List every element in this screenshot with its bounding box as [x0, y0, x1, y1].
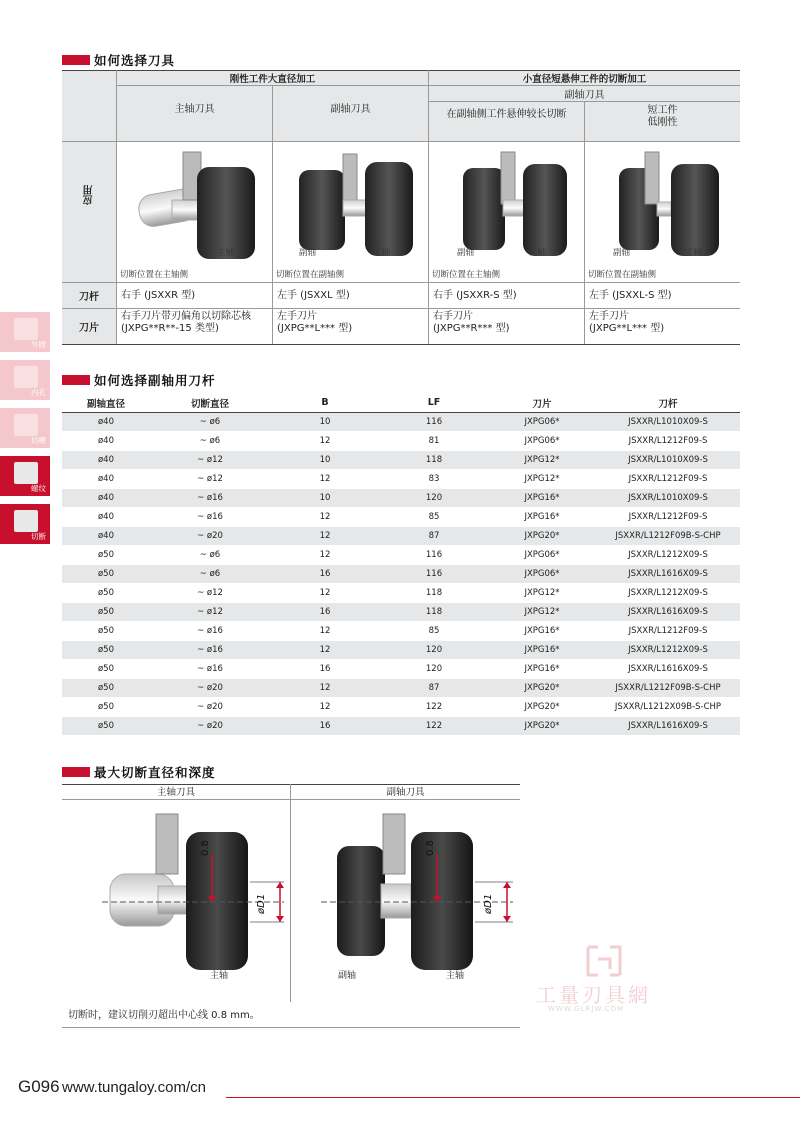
- table-cell: ø40: [62, 412, 150, 431]
- table-row: [62, 450, 740, 469]
- label-sub-spindle: 副轴: [613, 248, 631, 258]
- table-cell: 12: [270, 469, 380, 488]
- dim-depth-main: 0.8: [200, 840, 211, 856]
- table-cell: JSXXR/L1616X09-S: [596, 716, 740, 735]
- table-cell: JXPG12*: [488, 469, 596, 488]
- table-cell: ø40: [62, 469, 150, 488]
- sidenav-internal[interactable]: 内孔: [0, 360, 50, 400]
- page-number: G096: [18, 1077, 60, 1096]
- table-cell: 12: [270, 640, 380, 659]
- table-cell: 16: [270, 602, 380, 621]
- table-cell: ø40: [62, 431, 150, 450]
- header-lf: LF: [380, 394, 488, 412]
- table-cell: ~ ø16: [150, 507, 270, 526]
- table-cell: 12: [270, 545, 380, 564]
- sidenav-grooving[interactable]: 切槽: [0, 408, 50, 448]
- table-cell: JSXXR/L1616X09-S: [596, 564, 740, 583]
- table-cell: 12: [270, 697, 380, 716]
- table-cell: ø40: [62, 507, 150, 526]
- label-sub-spindle: 副轴: [338, 971, 357, 981]
- label-main-spindle: 主轴: [529, 248, 547, 258]
- watermark-url: WWW.GLRJW.COM: [548, 1005, 625, 1013]
- table-cell: 116: [380, 545, 488, 564]
- table-cell: 120: [380, 488, 488, 507]
- label-main-spindle: 主轴: [210, 971, 229, 981]
- table-cell: ø50: [62, 640, 150, 659]
- table-cell: 116: [380, 564, 488, 583]
- table-row: [62, 621, 740, 640]
- table-header-row: [62, 394, 740, 412]
- table-cell: ø40: [62, 488, 150, 507]
- table-cell: JSXXR/L1212X09-S: [596, 583, 740, 602]
- illustration-main-spindle-tool: [117, 142, 273, 283]
- table-cell: 87: [380, 526, 488, 545]
- table-cell: ~ ø12: [150, 469, 270, 488]
- illustration-sub-spindle-tool: [273, 142, 429, 283]
- table-cell: 12: [270, 507, 380, 526]
- table-cell: ~ ø12: [150, 583, 270, 602]
- table-row: [62, 583, 740, 602]
- table-cell: ~ ø12: [150, 602, 270, 621]
- holder-main-spindle: 右手 (JSXXR 型): [117, 283, 273, 309]
- label-main-spindle: 主轴: [217, 248, 235, 258]
- table-row: [62, 659, 740, 678]
- table-cell: JSXXR/L1010X09-S: [596, 412, 740, 431]
- sub-spindle-holder-table: [62, 394, 740, 736]
- header-b: B: [270, 394, 380, 412]
- table-cell: ~ ø6: [150, 545, 270, 564]
- turning-icon: [14, 318, 38, 340]
- table-cell: JSXXR/L1212F09-S: [596, 621, 740, 640]
- insert-row-header: 刀片: [62, 309, 117, 345]
- table-cell: ~ ø16: [150, 640, 270, 659]
- label-main-spindle: 主轴: [446, 971, 465, 981]
- table-cell: JSXXR/L1212X09-S: [596, 640, 740, 659]
- table-cell: 120: [380, 640, 488, 659]
- table-cell: 81: [380, 431, 488, 450]
- table-cell: 10: [270, 412, 380, 431]
- table-cell: ~ ø20: [150, 697, 270, 716]
- watermark: [530, 945, 680, 1015]
- table-cell: JSXXR/L1212F09-S: [596, 431, 740, 450]
- table-cell: 16: [270, 659, 380, 678]
- table-cell: ~ ø12: [150, 450, 270, 469]
- dim-depth-sub: 0.8: [425, 840, 436, 856]
- header-sub-spindle-dia: 副轴直径: [62, 394, 150, 412]
- insert-main-spindle: 右手刀片带刃偏角以切除芯核 (JXPG**R**-15 类型): [117, 309, 273, 345]
- table-cell: ~ ø6: [150, 564, 270, 583]
- table-cell: ø50: [62, 564, 150, 583]
- holder-row-header: 刀杆: [62, 283, 117, 309]
- holder-long-overhang: 右手 (JSXXR-S 型): [429, 283, 585, 309]
- table-cell: ø50: [62, 716, 150, 735]
- table-row: [62, 488, 740, 507]
- sub-spindle-cutting-illustration: [273, 142, 428, 282]
- table-cell: 12: [270, 583, 380, 602]
- table-cell: ~ ø6: [150, 412, 270, 431]
- tool-selection-table: [62, 70, 740, 345]
- table-cell: ø50: [62, 659, 150, 678]
- table-row: [62, 412, 740, 431]
- table-cell: JXPG12*: [488, 583, 596, 602]
- long-overhang-illustration: [429, 142, 584, 282]
- grooving-icon: [14, 414, 38, 436]
- section-title-max-cut: [62, 764, 216, 780]
- table-cell: 118: [380, 583, 488, 602]
- header-cut-dia: 切断直径: [150, 394, 270, 412]
- col-header-sub-spindle: 副轴刀具: [273, 86, 429, 142]
- cutting-note: 切断时，建议切削刃超出中心线 0.8 mm。: [68, 1010, 260, 1021]
- table-cell: JSXXR/L1010X09-S: [596, 488, 740, 507]
- table-cell: ~ ø16: [150, 621, 270, 640]
- table-cell: JXPG06*: [488, 431, 596, 450]
- table-cell: 122: [380, 697, 488, 716]
- table-cell: JXPG06*: [488, 564, 596, 583]
- max-cut-diagram-table: [62, 784, 520, 1028]
- table-row: [62, 640, 740, 659]
- table-row: [62, 678, 740, 697]
- image-caption: 切断位置在副轴侧: [276, 270, 345, 280]
- table-cell: JSXXR/L1212F09B-S-CHP: [596, 526, 740, 545]
- table-cell: JSXXR/L1616X09-S: [596, 659, 740, 678]
- illustration-long-overhang: [429, 142, 585, 283]
- sidenav-threading[interactable]: 螺纹: [0, 456, 50, 496]
- table-row: [62, 716, 740, 735]
- illustration-short-workpiece: [585, 142, 741, 283]
- table-cell: ø50: [62, 545, 150, 564]
- col-header-sub-spindle: 副轴刀具: [291, 784, 520, 800]
- table-row: [62, 526, 740, 545]
- table-cell: ~ ø20: [150, 716, 270, 735]
- table-cell: ø50: [62, 583, 150, 602]
- group-header-large-diameter: 刚性工件大直径加工: [117, 71, 429, 86]
- group-header-small-diameter: 小直径短悬伸工件的切断加工: [429, 71, 741, 86]
- table-cell: JXPG20*: [488, 678, 596, 697]
- table-cell: ~ ø20: [150, 678, 270, 697]
- section-marker: [62, 375, 90, 385]
- table-cell: 16: [270, 564, 380, 583]
- table-cell: JXPG06*: [488, 545, 596, 564]
- insert-short-workpiece: 左手刀片 (JXPG**L*** 型): [585, 309, 741, 345]
- footer-url-link[interactable]: www.tungaloy.com/cn: [62, 1079, 206, 1096]
- table-cell: 87: [380, 678, 488, 697]
- table-cell: 85: [380, 621, 488, 640]
- table-cell: 12: [270, 431, 380, 450]
- table-cell: JSXXR/L1212X09B-S-CHP: [596, 697, 740, 716]
- col-header-sub-spindle-tools: 副轴刀具: [429, 86, 741, 102]
- table-cell: 118: [380, 602, 488, 621]
- parting-icon: [14, 510, 38, 532]
- main-spindle-cutting-illustration: [117, 142, 272, 282]
- table-cell: ~ ø16: [150, 488, 270, 507]
- col-header-long-overhang: 在副轴侧工件悬伸较长切断: [429, 102, 585, 142]
- short-workpiece-illustration: [585, 142, 740, 282]
- sidenav-parting[interactable]: 切断: [0, 504, 50, 544]
- table-row: [62, 507, 740, 526]
- table-cell: JXPG16*: [488, 507, 596, 526]
- table-cell: JSXXR/L1212F09-S: [596, 507, 740, 526]
- holder-short-workpiece: 左手 (JSXXL-S 型): [585, 283, 741, 309]
- table-cell: JSXXR/L1212F09B-S-CHP: [596, 678, 740, 697]
- table-cell: 122: [380, 716, 488, 735]
- dim-dia-main: øD1: [256, 893, 267, 914]
- section-title-tool-selection: [62, 52, 175, 68]
- table-row: [62, 431, 740, 450]
- application-label: 应用: [83, 184, 95, 205]
- table-cell: ø50: [62, 678, 150, 697]
- table-cell: 116: [380, 412, 488, 431]
- insert-long-overhang: 右手刀片 (JXPG**R*** 型): [429, 309, 585, 345]
- watermark-logo-icon: [584, 945, 624, 979]
- table-cell: ~ ø20: [150, 526, 270, 545]
- table-row: [62, 697, 740, 716]
- dim-dia-sub: øD1: [483, 893, 494, 914]
- table-cell: JXPG16*: [488, 640, 596, 659]
- table-cell: JXPG20*: [488, 526, 596, 545]
- table-cell: JXPG12*: [488, 602, 596, 621]
- watermark-text: 工量刃具網: [536, 983, 651, 1007]
- boring-icon: [14, 366, 38, 388]
- image-caption: 切断位置在主轴侧: [120, 270, 189, 280]
- label-sub-spindle: 副轴: [457, 248, 475, 258]
- table-cell: ~ ø6: [150, 431, 270, 450]
- table-cell: 16: [270, 716, 380, 735]
- table-cell: JXPG16*: [488, 659, 596, 678]
- table-cell: JXPG12*: [488, 450, 596, 469]
- image-caption: 切断位置在主轴侧: [432, 270, 501, 280]
- table-cell: ø40: [62, 526, 150, 545]
- table-row: [62, 564, 740, 583]
- table-cell: 10: [270, 488, 380, 507]
- table-cell: 12: [270, 621, 380, 640]
- table-cell: JXPG16*: [488, 621, 596, 640]
- table-cell: JSXXR/L1212F09-S: [596, 469, 740, 488]
- table-row: [62, 469, 740, 488]
- table-cell: ø50: [62, 602, 150, 621]
- table-cell: ~ ø16: [150, 659, 270, 678]
- label-main-spindle: 主轴: [685, 248, 703, 258]
- table-cell: JSXXR/L1212X09-S: [596, 545, 740, 564]
- table-cell: JXPG20*: [488, 697, 596, 716]
- table-cell: JXPG16*: [488, 488, 596, 507]
- table-cell: ø40: [62, 450, 150, 469]
- insert-sub-spindle: 左手刀片 (JXPG**L*** 型): [273, 309, 429, 345]
- table-row: [62, 545, 740, 564]
- section-title-text: 如何选择刀具: [94, 53, 176, 68]
- sidenav-external[interactable]: 外圆: [0, 312, 50, 352]
- table-cell: ø50: [62, 621, 150, 640]
- table-cell: 118: [380, 450, 488, 469]
- table-cell: 85: [380, 507, 488, 526]
- col-header-main-spindle: 主轴刀具: [117, 86, 273, 142]
- table-cell: JXPG06*: [488, 412, 596, 431]
- table-cell: 12: [270, 678, 380, 697]
- application-row-header: [62, 71, 117, 205]
- table-cell: ø50: [62, 697, 150, 716]
- table-row: [62, 602, 740, 621]
- threading-icon: [14, 462, 38, 484]
- footer-rule: [226, 1097, 800, 1098]
- col-header-main-spindle: 主轴刀具: [62, 784, 290, 800]
- table-cell: JSXXR/L1010X09-S: [596, 450, 740, 469]
- table-cell: 10: [270, 450, 380, 469]
- col-header-short-workpiece: 短工件 低刚性: [585, 102, 741, 142]
- header-holder: 刀杆: [596, 394, 740, 412]
- section-marker: [62, 767, 90, 777]
- section-marker: [62, 55, 90, 65]
- table-cell: 120: [380, 659, 488, 678]
- label-main-spindle: 主轴: [373, 248, 391, 258]
- label-sub-spindle: 副轴: [299, 248, 317, 258]
- section-title-text: 最大切断直径和深度: [94, 765, 216, 780]
- table-body: [62, 412, 740, 735]
- table-cell: 83: [380, 469, 488, 488]
- holder-sub-spindle: 左手 (JSXXL 型): [273, 283, 429, 309]
- table-cell: JXPG20*: [488, 716, 596, 735]
- section-title-sub-spindle-holder: [62, 372, 216, 388]
- image-caption: 切断位置在副轴侧: [588, 270, 657, 280]
- table-cell: JSXXR/L1616X09-S: [596, 602, 740, 621]
- header-insert: 刀片: [488, 394, 596, 412]
- table-cell: 12: [270, 526, 380, 545]
- section-title-text: 如何选择副轴用刀杆: [94, 373, 216, 388]
